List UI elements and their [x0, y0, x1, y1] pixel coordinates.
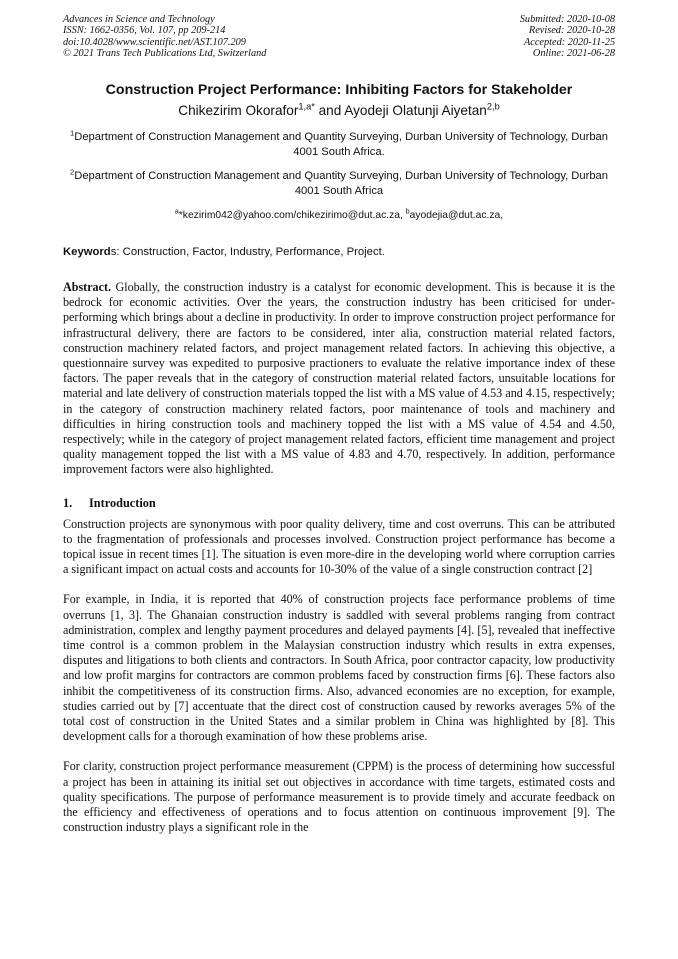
- affiliation-1-sup: 1: [70, 128, 75, 138]
- author-line: [63, 102, 615, 120]
- journal-doi: doi:10.4028/www.scientific.net/AST.107.209: [63, 36, 246, 48]
- date-online: Online: 2021-06-28: [532, 47, 615, 59]
- date-revised: Revised: 2020-10-28: [528, 25, 615, 37]
- email-b-sup: b: [405, 208, 410, 216]
- journal-header: [63, 14, 615, 59]
- email-line: [63, 209, 615, 223]
- paper-page: [63, 14, 615, 836]
- journal-issn: ISSN: 1662-0356, Vol. 107, pp 209-214: [63, 25, 226, 37]
- keywords-label-bold: Keyword: [63, 246, 111, 258]
- keywords: [63, 245, 615, 260]
- intro-paragraph-1: Construction projects are synonymous with poor quality delivery, time and cost overruns. This can be attributed to the fragmentation of professionals and processes involved. Construction project performance has become a topical issue in recent times [1]. The situation is even more-dire in the developing world where corruption carries a significant impact on actual costs and accounts for 10-30% of the value of a single construction contract [2]: [63, 516, 615, 577]
- keywords-text: Construction, Factor, Industry, Performance, Project.: [122, 246, 385, 258]
- author-joiner: and: [314, 103, 345, 119]
- date-submitted: Submitted: 2020-10-08: [519, 14, 615, 25]
- affiliation-2-text: Department of Construction Management and Quantity Surveying, Durban University of Technology, Durban 4001 South Africa: [74, 169, 608, 197]
- date-accepted: Accepted: 2020-11-25: [523, 36, 615, 48]
- intro-paragraph-3: For clarity, construction project performance measurement (CPPM) is the process of determining how successful a project has been in attaining its initial set out objectives in accordance with time targets, estimated costs and quality specifications. The purpose of performance measurement is to provide timely and accurate feedback on the efficiency and effectiveness of operations and to focus attention on continuous improvement [9]. The construction industry plays a significant role in the: [63, 759, 615, 835]
- submission-dates: [520, 14, 615, 59]
- journal-copyright: © 2021 Trans Tech Publications Ltd, Switzerland: [63, 47, 267, 59]
- affiliation-2: [63, 166, 615, 199]
- journal-info: [63, 14, 266, 59]
- affiliation-2-sup: 2: [70, 166, 75, 176]
- affiliation-1-text: Department of Construction Management and Quantity Surveying, Durban University of Technology, Durban 4001 South Africa.: [74, 131, 608, 159]
- email-a[interactable]: *kezirim042@yahoo.com/chikezirimo@dut.ac.za,: [178, 210, 406, 221]
- keywords-label-rest: s:: [110, 246, 123, 258]
- paper-title: Construction Project Performance: Inhibiting Factors for Stakeholder: [105, 82, 573, 99]
- journal-name: Advances in Science and Technology: [63, 14, 215, 25]
- section-number: 1.: [63, 495, 73, 510]
- affiliation-1: [63, 130, 615, 160]
- abstract-text: Globally, the construction industry is a catalyst for economic development. This is because it is the bedrock for economic activities. Over the years, the construction industry has been criticised for under-performing which brings about a decline in productivity. In order to improve construction project performance for infrastructural delivery, there are factors to be considered, inter alia, construction material related factors, construction machinery related factors, and project management related factors. In achieving this objective, a questionnaire survey was expedited to purposive practioners to evaluate the relative importance index of these factors. The paper reveals that in the category of construction material related factors, unsuitable locations for material and late delivery of construction materials topped the list with a MS value of 4.53 and 4.15, respectively; in the category of construction machinery related factors, poor maintenance of tools and machinery and difficulties in hiring construction tools and machinery topped the list with a MS value of 4.54 and 4.50, respectively; while in the category of project management related factors, efficient time management and project quality management topped the list with a MS value of 4.83 and 4.70, respectively. In addition, performance improvement factors were also highlighted.: [63, 280, 615, 477]
- email-b[interactable]: ayodejia@dut.ac.za,: [409, 210, 504, 221]
- author-1-name: Chikezirim Okorafor: [178, 103, 299, 119]
- abstract: [63, 280, 615, 478]
- author-2-name: Ayodeji Olatunji Aiyetan: [344, 103, 487, 119]
- section-heading-introduction: [63, 496, 615, 511]
- email-a-sup: a: [174, 208, 179, 216]
- author-1-sup: 1,a*: [298, 101, 315, 112]
- abstract-label: Abstract.: [63, 280, 112, 294]
- section-title: Introduction: [89, 495, 156, 510]
- intro-paragraph-2: For example, in India, it is reported that 40% of construction projects face performance problems of time overruns [1, 3]. The Ghanaian construction industry is saddled with several problems ranging from contract administration, complex and lengthy payment procedures and delayed payments [4]. [5], revealed that ineffective time control is a common problem in the Malaysian construction industry which results in extra expenses, disputes and litigations to both clients and contractors. In South Africa, poor contractor capacity, low productivity and low profit margins for contractors are common problems faced by construction firms [6]. These factors also inhibit the competitiveness of its construction firms. Also, advanced economies are no exception, for example, studies carried out by [7] accentuate that the direct cost of construction caused by reworks averages 5% of the total cost of construction in the United States and a similar problem in China was highlighted by [8]. This development calls for a thorough examination of how these problems arise.: [63, 592, 615, 744]
- author-2-sup: 2,b: [486, 101, 500, 112]
